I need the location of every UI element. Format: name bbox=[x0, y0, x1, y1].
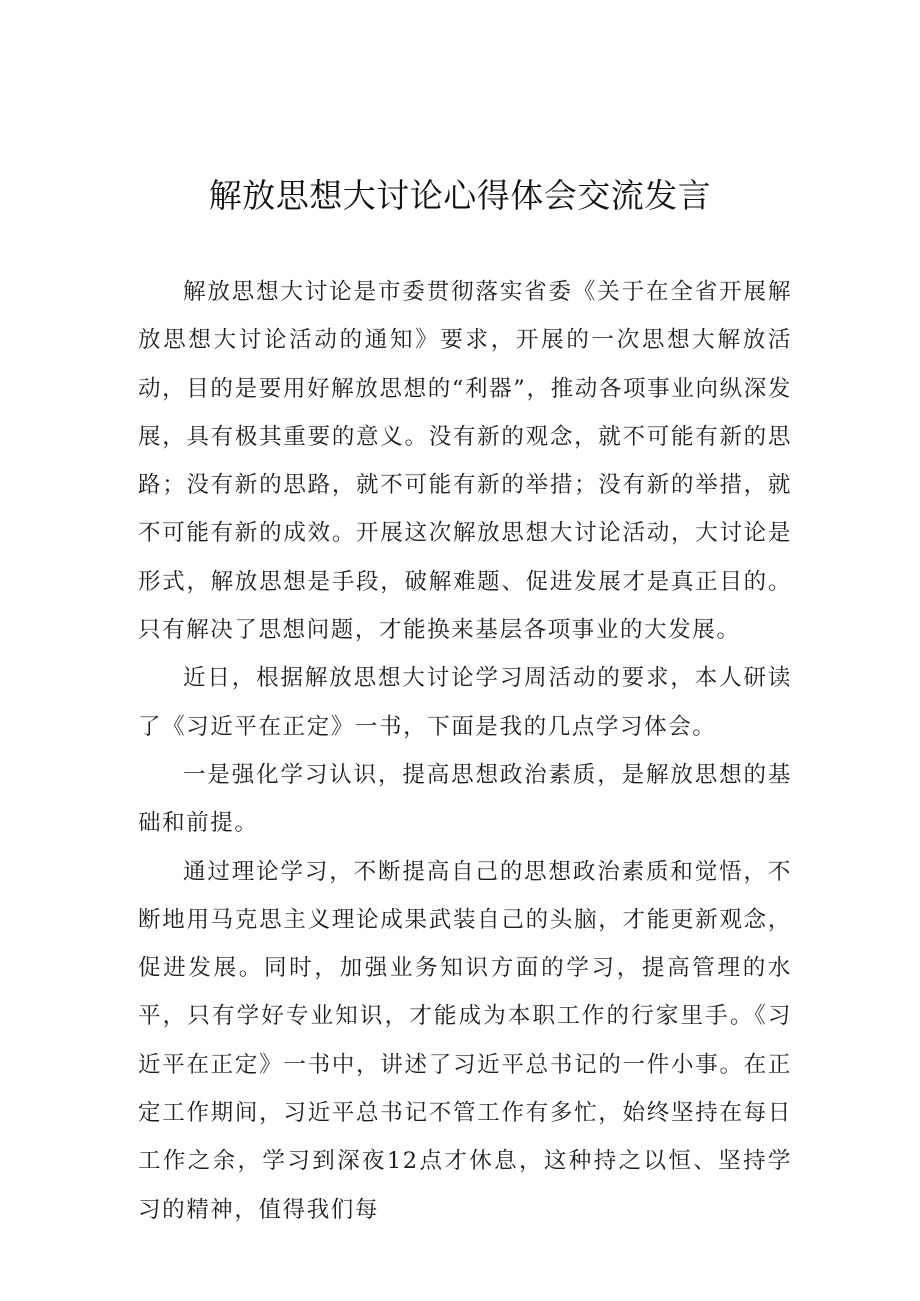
paragraph-introduction: 解放思想大讨论是市委贯彻落实省委《关于在全省开展解放思想大讨论活动的通知》要求，开展的一次思想大解放活动，目的是要用好解放思想的“利器”，推动各项事业向纵深发展，具有极其重要的意义。没有新的观念，就不可能有新的思路；没有新的思路，就不可能有新的举措；没有新的举措，就不可能有新的成效。开展这次解放思想大讨论活动，大讨论是形式，解放思想是手段，破解难题、促进发展才是真正目的。只有解决了思想问题，才能换来基层各项事业的大发展。 bbox=[138, 279, 792, 644]
paragraph-point-one-body: 通过理论学习，不断提高自己的思想政治素质和觉悟，不断地用马克思主义理论成果武装自己的头脑，才能更新观念，促进发展。同时，加强业务知识方面的学习，提高管理的水平，只有学好专业知识，才能成为本职工作的行家里手。《习近平在正定》一书中，讲述了习近平总书记的一件小事。在正定工作期间，习近平总书记不管工作有多忙，始终坚持在每日工作之余，学习到深夜12点才休息，这种持之以恒、坚持学习的精神，值得我们每 bbox=[138, 858, 792, 1223]
document-body bbox=[138, 268, 792, 1234]
paragraph-point-one-heading: 一是强化学习认识，提高思想政治素质，是解放思想的基础和前提。 bbox=[138, 761, 792, 837]
document-title: 解放思想大讨论心得体会交流发言 bbox=[208, 176, 712, 215]
paragraph-reading-context: 近日，根据解放思想大讨论学习周活动的要求，本人研读了《习近平在正定》一书，下面是我的几点学习体会。 bbox=[138, 665, 792, 740]
